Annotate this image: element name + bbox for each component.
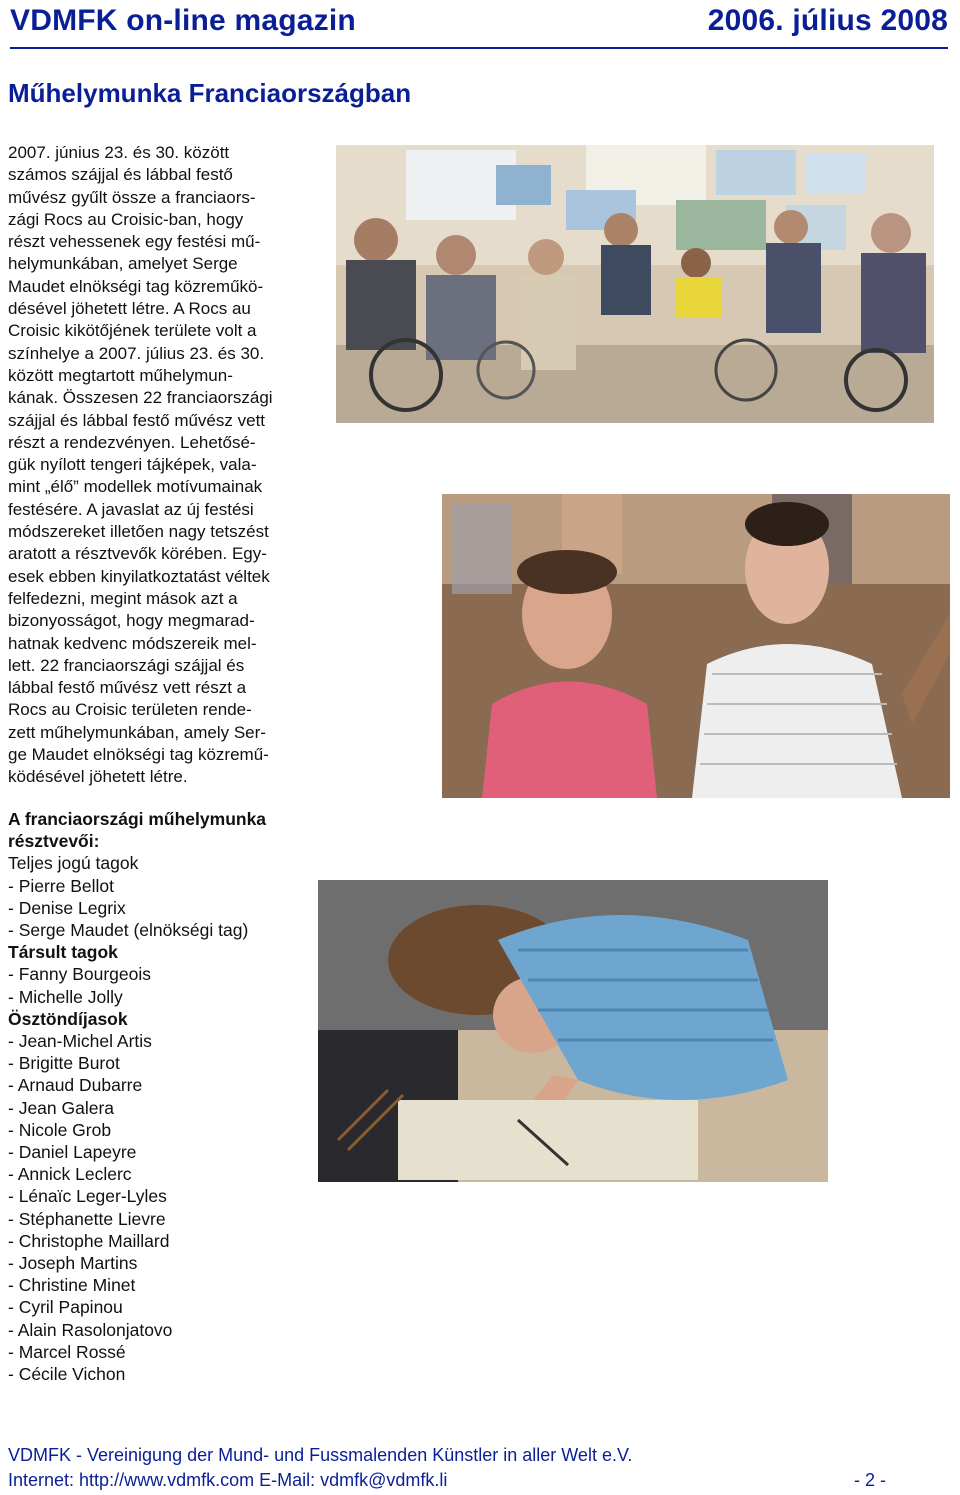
- article-line: bizonyosságot, hogy megmarad-: [8, 611, 255, 631]
- article-line: részt a rendezvényen. Lehetősé-: [8, 432, 256, 452]
- participant-item: - Pierre Bellot: [8, 875, 115, 896]
- article-body: [8, 142, 313, 789]
- article-line: művész gyűlt össze a franciaors-: [8, 187, 256, 207]
- issue-date: 2006. július 2008: [707, 4, 948, 37]
- participants-heading-line2: résztvevői:: [8, 831, 100, 852]
- participant-item: - Joseph Martins: [8, 1253, 138, 1274]
- article-line: között megtartott műhelymun-: [8, 365, 233, 385]
- header-rule: [10, 47, 948, 49]
- participant-item: - Marcel Rossé: [8, 1341, 126, 1362]
- participant-item: - Jean-Michel Artis: [8, 1031, 152, 1052]
- article-line: lábbal festő művész vett részt a: [8, 678, 247, 698]
- participant-group-title: Ösztöndíjasok: [8, 1008, 128, 1029]
- article-line: kának. Összesen 22 franciaországi: [8, 388, 273, 408]
- magazine-title: VDMFK on-line magazin: [10, 4, 356, 37]
- participant-item: - Nicole Grob: [8, 1119, 112, 1140]
- participant-item: - Cyril Papinou: [8, 1297, 123, 1318]
- article-line: szájjal és lábbal festő művész vett: [8, 410, 266, 430]
- participant-item: - Jean Galera: [8, 1097, 115, 1118]
- participant-item: - Arnaud Dubarre: [8, 1075, 143, 1096]
- participant-item: - Daniel Lapeyre: [8, 1142, 137, 1163]
- article-line: festésére. A javaslat az új festési: [8, 499, 254, 519]
- participant-item: - Michelle Jolly: [8, 986, 123, 1007]
- article-line: gük nyílott tengeri tájképek, vala-: [8, 455, 257, 475]
- participant-item: - Christine Minet: [8, 1275, 136, 1296]
- participant-item: - Denise Legrix: [8, 897, 126, 918]
- page-number: - 2 -: [853, 1470, 886, 1490]
- portrait-photo: [442, 494, 950, 798]
- article-line: felfedezni, megint mások azt a: [8, 588, 238, 608]
- article-line: désével jöhetett létre. A Rocs au: [8, 299, 251, 319]
- page-header: [10, 4, 948, 44]
- article-title: Műhelymunka Franciaországban: [8, 78, 412, 108]
- participant-item: - Christophe Maillard: [8, 1230, 170, 1251]
- footer-contact-text: Internet: http://www.vdmfk.com E-Mail: vdmfk@vdmfk.li: [8, 1470, 448, 1490]
- article-line: zett műhelymunkában, amely Ser-: [8, 722, 266, 742]
- article-line: ge Maudet elnökségi tag közremű-: [8, 745, 269, 765]
- article-line: aratott a résztvevők körében. Egy-: [8, 544, 267, 564]
- article-line: helymunkában, amelyet Serge: [8, 254, 238, 274]
- group-photo: [336, 145, 934, 423]
- article-line: színhelye a 2007. július 23. és 30.: [8, 343, 265, 363]
- article-line: Maudet elnökségi tag közreműkö-: [8, 276, 264, 296]
- participants-list: [8, 808, 308, 1385]
- participant-item: - Brigitte Burot: [8, 1053, 120, 1074]
- participant-item: - Annick Leclerc: [8, 1164, 132, 1185]
- article-line: Rocs au Croisic területen rende-: [8, 700, 252, 720]
- article-line: mint „élő” modellek motívumainak: [8, 477, 263, 497]
- article-line: módszereket illetően nagy tetszést: [8, 522, 269, 542]
- footer-contact: [8, 1470, 948, 1491]
- participant-item: - Stéphanette Lievre: [8, 1208, 166, 1229]
- participant-item: - Alain Rasolonjatovo: [8, 1319, 173, 1340]
- article-line: esek ebben kinyilatkoztatást véltek: [8, 566, 270, 586]
- page-footer: [8, 1445, 948, 1491]
- article-line: zági Rocs au Croisic-ban, hogy: [8, 209, 244, 229]
- participant-item: - Serge Maudet (elnökségi tag): [8, 920, 249, 941]
- painting-photo: [318, 880, 828, 1182]
- participants-heading-line1: A franciaországi műhelymunka: [8, 809, 267, 829]
- article-line: ködésével jöhetett létre.: [8, 767, 188, 787]
- article-line: hatnak kedvenc módszereik mel-: [8, 633, 257, 653]
- participant-item: - Cécile Vichon: [8, 1364, 126, 1385]
- article-line: 2007. június 23. és 30. között: [8, 143, 230, 162]
- participant-group-title: Teljes jogú tagok: [8, 853, 139, 874]
- participant-item: - Fanny Bourgeois: [8, 964, 151, 985]
- article-line: számos szájjal és lábbal festő: [8, 165, 233, 185]
- participant-item: - Lénaïc Leger-Lyles: [8, 1186, 167, 1207]
- article-line: Croisic kikötőjének területe volt a: [8, 321, 257, 341]
- article-line: részt vehessenek egy festési mű-: [8, 232, 261, 252]
- footer-organization: VDMFK - Vereinigung der Mund- und Fussmalenden Künstler in aller Welt e.V.: [8, 1445, 633, 1465]
- participant-group-title: Társult tagok: [8, 942, 118, 963]
- article-line: lett. 22 franciaországi szájjal és: [8, 655, 245, 675]
